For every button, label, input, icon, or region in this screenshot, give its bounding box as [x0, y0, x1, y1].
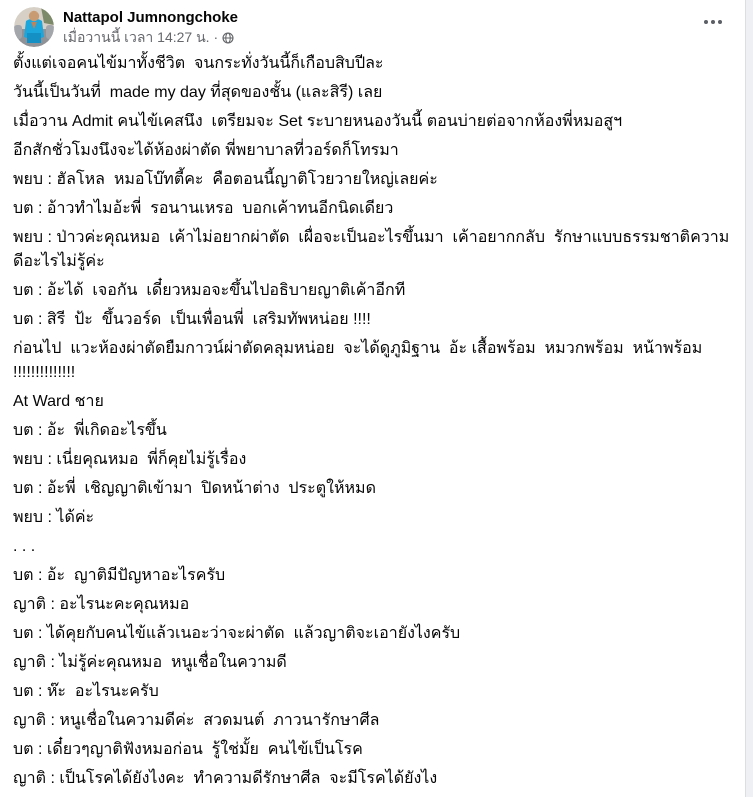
timestamp[interactable]: เมื่อวานนี้ เวลา 14:27 น. [63, 29, 210, 45]
avatar-photo [14, 7, 54, 47]
post-paragraph: บต : อ้ะ ญาติมีปัญหาอะไรครับ [13, 567, 226, 584]
post-paragraph: พยบ : ป่าวค่ะคุณหมอ เค้าไม่อยากผ่าตัด เผื่อจะเป็นอะไรขึ้นมา เค้าอยากกลับ รักษาแบบธรรมชาติความดีอะไรไม่รู้ค่ะ [13, 229, 730, 270]
post-paragraph: บต : อ้ะได้ เจอกัน เดี๋ยวหมอจะขึ้นไปอธิบายญาติเค้าอีกที [13, 282, 406, 299]
three-dots-icon [704, 20, 708, 24]
post-paragraph: ญาติ : เป็นโรคได้ยังไงคะ ทำความดีรักษาศีล จะมีโรคได้ยังไง [13, 770, 438, 787]
post-paragraph: เมื่อวาน Admit คนไข้เคสนึง เตรียมจะ Set ระบายหนองวันนี้ ตอนบ่ายต่อจากห้องพี่หมอสูฯ [13, 113, 623, 130]
post-paragraph: พยบ : ได้ค่ะ [13, 509, 95, 526]
post-paragraph: ก่อนไป แวะห้องผ่าตัดยืมกาวน์ผ่าตัดคลุมหน่อย จะได้ดูภูมิฐาน อ้ะ เสื้อพร้อม หมวกพร้อม หน้าพร้อม !!!!!!!!!!!!!! [13, 340, 707, 381]
post-paragraph: ตั้งแต่เจอคนไข้มาทั้งชีวิต จนกระทั่งวันนี้ก็เกือบสิบปีละ [13, 55, 384, 72]
post-meta [63, 28, 238, 47]
post-paragraph: บต : อ้ะพี่ เชิญญาติเข้ามา ปิดหน้าต่าง ประตูให้หมด [13, 480, 376, 497]
post-paragraph: บต : อ้าวทำไมอ้ะพี่ รอนานเหรอ บอกเค้าทนอีกนิดเดียว [13, 200, 394, 217]
post-paragraph: พยบ : เนี่ยคุณหมอ พี่ก็คุยไม่รู้เรื่อง [13, 451, 247, 468]
post-paragraph: ญาติ : ไม่รู้ค่ะคุณหมอ หนูเชื่อในความดี [13, 654, 287, 671]
author-name[interactable]: Nattapol Jumnongchoke [63, 9, 239, 26]
post-paragraph: บต : ห๊ะ อะไรนะครับ [13, 683, 159, 700]
post-paragraph: บต : เดี๋ยวๆญาติฟังหมอก่อน รู้ใช่มั้ย คนไข้เป็นโรค [13, 741, 363, 758]
post-paragraph: ญาติ : หนูเชื่อในความดีค่ะ สวดมนต์ ภาวนารักษาศีล [13, 712, 380, 729]
post-paragraph: At Ward ชาย [13, 393, 104, 410]
post-paragraph: บต : อ้ะ พี่เกิดอะไรขึ้น [13, 422, 167, 439]
post-paragraph: บต : ได้คุยกับคนไข้แล้วเนอะว่าจะผ่าตัด แล้วญาติจะเอายังไงครับ [13, 625, 461, 642]
post-menu-button[interactable] [699, 10, 727, 34]
avatar[interactable] [14, 7, 54, 47]
post-paragraph: วันนี้เป็นวันที่ made my day ที่สุดของชั้น (และสิรี) เลย [13, 84, 383, 101]
post-content [0, 49, 753, 791]
globe-icon [222, 32, 234, 44]
meta-separator: · [213, 29, 219, 45]
scrollbar-track[interactable] [745, 0, 753, 797]
post-paragraph: พยบ : ฮัลโหล หมอโบ๊ทตี้คะ คือตอนนี้ญาติโวยวายใหญ่เลยค่ะ [13, 171, 438, 188]
post-paragraph: ญาติ : อะไรนะคะคุณหมอ [13, 596, 190, 613]
post-header [0, 0, 753, 49]
post-paragraph: . . . [13, 538, 36, 555]
post-paragraph: อีกสักชั่วโมงนึงจะได้ห้องผ่าตัด พี่พยาบาลที่วอร์ดก็โทรมา [13, 142, 399, 159]
post-paragraph: บต : สิรี ป้ะ ขึ้นวอร์ด เป็นเพื่อนพี่ เสริมทัพหน่อย !!!! [13, 311, 371, 328]
header-text [63, 7, 238, 47]
